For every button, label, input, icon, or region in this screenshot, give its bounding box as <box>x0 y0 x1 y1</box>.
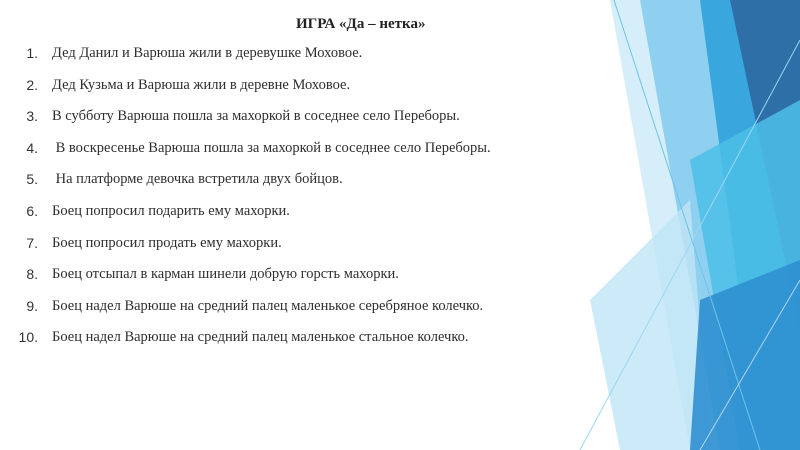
slide-title: ИГРА «Да – нетка» <box>296 16 426 32</box>
list-item-number: 9. <box>26 297 38 314</box>
list-item-text: В субботу Варюша пошла за махоркой в соседнее село Переборы. <box>52 108 460 125</box>
list-item-text: В воскресенье Варюша пошла за махоркой в соседнее село Переборы. <box>52 139 491 156</box>
list-item-number: 3. <box>26 108 38 125</box>
list-item-text: На платформе девочка встретила двух бойцов. <box>52 171 343 188</box>
list-item-text: Боец надел Варюше на средний палец маленькое стальное колечко. <box>52 329 469 346</box>
list-item-number: 6. <box>26 203 38 219</box>
decor-pale-triangle <box>590 200 710 450</box>
list-item-text: Дед Кузьма и Варюша жили в деревне Моховое. <box>52 76 351 93</box>
list-item-number: 5. <box>26 171 38 188</box>
list-item-text: Боец попросил подарить ему махорки. <box>52 203 290 219</box>
list-item-number: 10. <box>18 329 38 346</box>
list-item-number: 8. <box>26 266 38 283</box>
list-item-number: 2. <box>26 76 38 93</box>
list-item-text: Боец надел Варюше на средний палец маленькое серебряное колечко. <box>52 297 484 314</box>
list-item-number: 7. <box>26 234 38 251</box>
list-item-text: Боец отсыпал в карман шинели добрую горсть махорки. <box>52 266 399 283</box>
list-item-text: Боец попросил продать ему махорки. <box>52 234 282 251</box>
list-item-text: Дед Данил и Варюша жили в деревушке Моховое. <box>52 45 363 61</box>
list-item-number: 4. <box>26 139 38 156</box>
list-item-number: 1. <box>26 45 38 61</box>
